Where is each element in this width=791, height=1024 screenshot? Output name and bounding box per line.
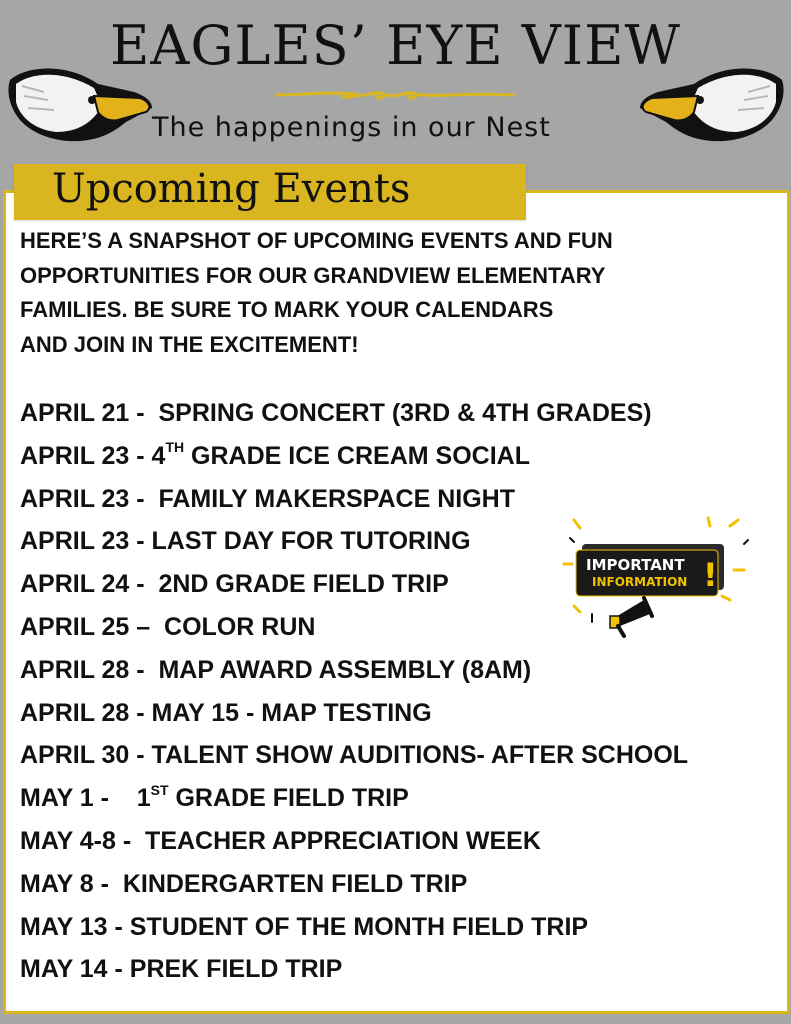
event-text: LAST DAY FOR TUTORING bbox=[151, 527, 471, 556]
event-item bbox=[20, 908, 688, 951]
event-item bbox=[20, 394, 688, 437]
ordinal-suffix: ST bbox=[150, 781, 169, 798]
event-text: PREK FIELD TRIP bbox=[129, 955, 343, 984]
event-date: APRIL 21 - bbox=[20, 399, 152, 427]
event-text: TALENT SHOW AUDITIONS- AFTER SCHOOL bbox=[151, 741, 689, 770]
event-text: STUDENT OF THE MONTH FIELD TRIP bbox=[129, 912, 589, 941]
megaphone-icon bbox=[610, 598, 652, 636]
event-date: APRIL 30 - bbox=[20, 741, 152, 770]
event-item bbox=[20, 651, 688, 694]
intro-line: AND JOIN IN THE EXCITEMENT! bbox=[20, 331, 359, 357]
events-list bbox=[20, 394, 688, 993]
event-date: APRIL 23 - bbox=[20, 527, 152, 556]
event-text: GRADE FIELD TRIP bbox=[168, 784, 409, 813]
intro-paragraph bbox=[20, 224, 720, 362]
event-item bbox=[20, 437, 688, 480]
event-text: 4 bbox=[151, 441, 166, 470]
event-text: MAP AWARD ASSEMBLY (8AM) bbox=[151, 655, 532, 684]
newsletter-subtitle: The happenings in our Nest bbox=[152, 112, 551, 143]
event-date: APRIL 23 - bbox=[20, 441, 152, 470]
event-text: FAMILY MAKERSPACE NIGHT bbox=[151, 484, 515, 513]
newsletter-title: EAGLES’ EYE VIEW bbox=[109, 14, 682, 77]
event-item bbox=[20, 950, 688, 993]
event-text: 2ND GRADE FIELD TRIP bbox=[151, 570, 449, 599]
masthead bbox=[0, 0, 791, 190]
event-text: MAP TESTING bbox=[261, 698, 432, 727]
event-item bbox=[20, 865, 688, 908]
flourish-ornament bbox=[275, 86, 515, 110]
important-information-graphic bbox=[562, 514, 752, 642]
event-date: MAY 1 - bbox=[20, 784, 137, 813]
event-text: KINDERGARTEN FIELD TRIP bbox=[115, 869, 468, 898]
event-date: MAY 8 - bbox=[20, 869, 116, 898]
eagle-mascot-icon bbox=[6, 62, 156, 146]
event-date: MAY 13 - bbox=[20, 912, 130, 941]
event-date: APRIL 24 - bbox=[20, 570, 152, 599]
information-label: INFORMATION bbox=[592, 575, 688, 589]
event-date: MAY 14 - bbox=[20, 955, 130, 984]
event-text: 1 bbox=[136, 784, 151, 813]
event-date: APRIL 28 - MAY 15 - bbox=[20, 698, 262, 727]
event-date: APRIL 28 - bbox=[20, 655, 152, 684]
event-text: GRADE ICE CREAM SOCIAL bbox=[184, 441, 530, 470]
event-date: MAY 4-8 - bbox=[20, 826, 139, 855]
intro-line: HERE’S A SNAPSHOT OF UPCOMING EVENTS AND FUN bbox=[20, 228, 613, 253]
exclamation-mark: ! bbox=[703, 556, 718, 594]
event-item bbox=[20, 779, 688, 822]
intro-line: OPPORTUNITIES FOR OUR GRANDVIEW ELEMENTARY bbox=[20, 262, 606, 288]
section-heading: Upcoming Events bbox=[52, 166, 411, 212]
important-label: IMPORTANT bbox=[586, 556, 685, 574]
event-text: SPRING CONCERT (3RD & 4TH GRADES) bbox=[151, 399, 652, 427]
section-banner bbox=[14, 164, 526, 220]
eagle-mascot-icon bbox=[636, 62, 786, 146]
intro-line: FAMILIES. BE SURE TO MARK YOUR CALENDARS bbox=[20, 297, 554, 322]
event-text: COLOR RUN bbox=[157, 612, 316, 641]
event-date: APRIL 23 - bbox=[20, 484, 152, 513]
event-date: APRIL 25 – bbox=[20, 612, 158, 641]
event-item bbox=[20, 736, 688, 779]
event-text: TEACHER APPRECIATION WEEK bbox=[138, 826, 541, 855]
event-item bbox=[20, 694, 688, 737]
event-item bbox=[20, 822, 688, 865]
ordinal-suffix: TH bbox=[165, 439, 185, 456]
